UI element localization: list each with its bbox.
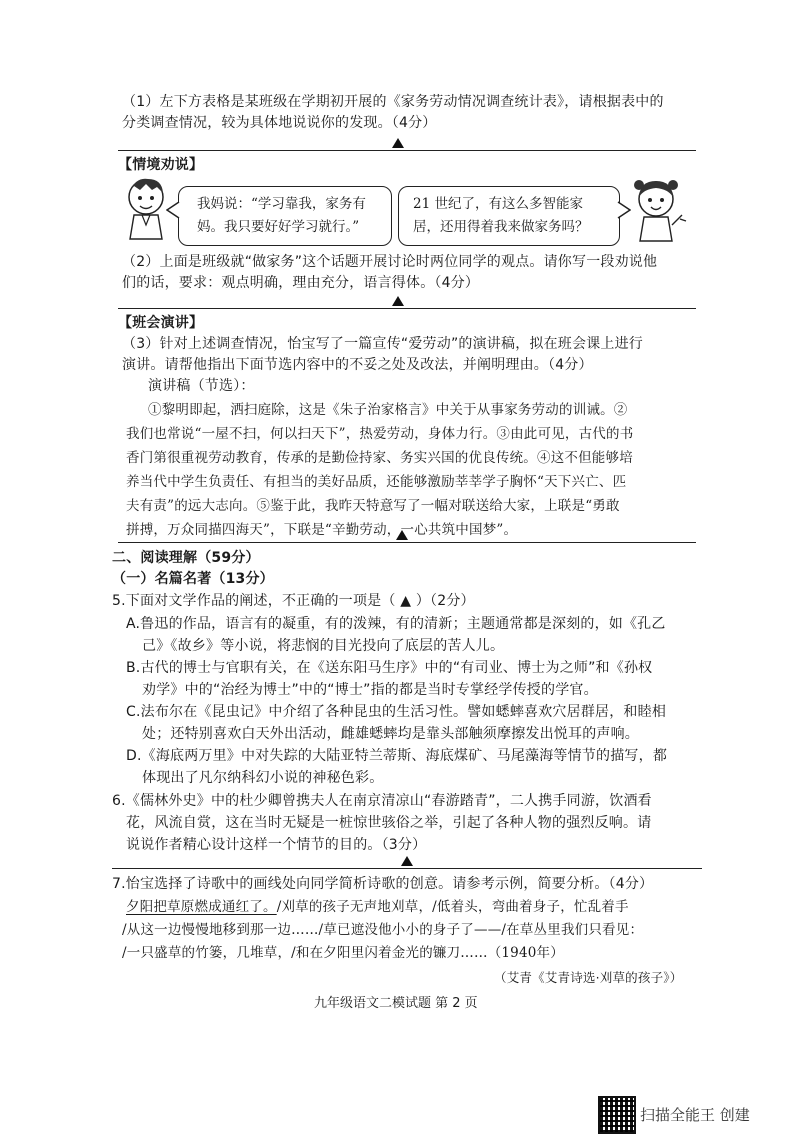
q3-section-title: 【班会演讲】 [118,315,204,331]
answer-marker-triangle [396,530,408,540]
poem-line1 [126,897,629,917]
q7-stem: 7.怡宝选择了诗歌中的画线处向同学简析诗歌的创意。请参考示例，简要分析。（4分） [112,876,654,892]
q5-option-d: 体现出了凡尔纳科幻小说的神秘色彩。 [142,770,384,786]
speech-para-line: 夫有责”的远大志向。⑤鉴于此，我昨天特意写了一幅对联送给大家，上联是“勇敢 [126,498,620,514]
q3-line1: （3）针对上述调查情况，怡宝写了一篇宣传“爱劳动”的演讲稿，拟在班会课上进行 [122,336,644,352]
q2-line1: （2）上面是班级就“做家务”这个话题开展讨论时两位同学的观点。请你写一段劝说他 [122,254,658,270]
speech-para-line: 香门第很重视劳动教育，传承的是勤俭持家、务实兴国的优良传统。④这不但能够培 [126,450,633,466]
q5-option-a: 己》《故乡》等小说，将悲悯的目光投向了底层的苦人儿。 [142,638,505,654]
speech-para-line: 养当代中学生负责任、有担当的美好品质，还能够激励莘莘学子胸怀“天下兴亡、匹 [126,474,627,490]
poem-underlined-phrase: 夕阳把草原燃成通红了。 [126,899,277,915]
q5-option-c: 处；还特别喜欢白天外出活动，雌雄蟋蟀均是靠头部触须摩擦发出悦耳的声响。 [142,726,639,742]
q5-option-b: 劝学》中的“治经为博士”中的“博士”指的都是当时专掌经学传授的学官。 [142,682,598,698]
bubble-left-tail [166,200,180,220]
poem-line1-rest: /刈草的孩子无声地刈草，/低着头，弯曲着身子，忙乱着手 [276,899,629,915]
section-divider [118,542,696,543]
boy-cartoon-icon [122,175,170,241]
q6-line: 说说作者精心设计这样一个情节的目的。（3分） [126,837,427,853]
q5-option-a: A.鲁迅的作品，语言有的凝重，有的泼辣，有的清新；主题通常都是深刻的，如《孔乙 [126,616,666,632]
q3-line2: 演讲。请帮他指出下面节选内容中的不妥之处及改法，并阐明理由。（4分） [122,357,593,373]
q2-line2: 们的话，要求：观点明确，理由充分，语言得体。（4分） [122,275,480,291]
bubble-right-line1: 21 世纪了，有这么多智能家 [413,196,583,212]
section-divider [118,150,696,151]
q2-section-title: 【情境劝说】 [118,157,204,173]
bubble-right-line2: 居，还用得着我来做家务吗？ [413,219,589,235]
part2-subtitle: （一）名篇名著（13分） [112,571,274,587]
q1-line2: 分类调查情况，较为具体地说说你的发现。（4分） [122,115,437,131]
q1-line1: （1）左下方表格是某班级在学期初开展的《家务劳动情况调查统计表》，请根据表中的 [122,94,664,110]
bubble-right-tail [617,200,631,220]
speech-para-line: ①黎明即起，洒扫庭除，这是《朱子治家格言》中关于从事家务劳动的训诫。② [148,402,628,418]
girl-cartoon-icon [632,175,688,243]
section-divider [112,868,702,869]
speech-excerpt-label: 演讲稿（节选）： [148,378,255,394]
speech-para-line: 拼搏，万众同描四海天”，下联是“辛勤劳动，一心共筑中国梦”。 [126,522,518,538]
q5-option-d: D.《海底两万里》中对失踪的大陆亚特兰蒂斯、海底煤矿、马尾藻海等情节的描写，都 [126,748,668,764]
qr-code-icon [598,1096,636,1134]
bubble-left-line2: 妈。我只要好好学习就行。” [197,219,360,235]
part2-title: 二、阅读理解（59分） [112,550,260,566]
q5-option-b: B.古代的博士与官职有关，在《送东阳马生序》中的“有司业、博士为之师”和《孙权 [126,660,653,676]
page-footer: 九年级语文二模试题 第 2 页 [314,996,478,1011]
poem-line2: /从这一边慢慢地移到那一边……/草已遮没他小小的身子了——/在草丛里我们只看见： [122,922,644,938]
answer-marker-triangle [392,296,404,306]
answer-marker-triangle [392,138,404,148]
q6-line: 花，风流自赏，这在当时无疑是一桩惊世骇俗之举，引起了各种人物的强烈反响。请 [126,815,652,831]
scanner-watermark: 扫描全能王 创建 [640,1106,750,1124]
poem-line3: /一只盛草的竹篓，几堆草，/和在夕阳里闪着金光的镰刀……（1940年） [122,945,564,961]
section-divider [118,308,696,309]
q5-stem: 5.下面对文学作品的阐述，不正确的一项是（ ▲ ）（2分） [112,593,475,609]
q5-option-c: C.法布尔在《昆虫记》中介绍了各种昆虫的生活习性。譬如蟋蟀喜欢穴居群居，和睦相 [126,704,667,720]
q6-line: 6.《儒林外史》中的杜少卿曾携夫人在南京清凉山“春游踏青”，二人携手同游，饮酒看 [112,793,652,809]
answer-marker-triangle [401,856,413,866]
speech-bubble-left [178,186,392,246]
speech-para-line: 我们也常说“一屋不扫，何以扫天下”，热爱劳动，身体力行。③由此可见，古代的书 [126,426,634,442]
poem-source: （艾青《艾青诗选·刈草的孩子》） [494,970,683,985]
bubble-left-line1: 我妈说：“学习靠我，家务有 [197,196,366,212]
speech-bubble-right [398,186,620,246]
